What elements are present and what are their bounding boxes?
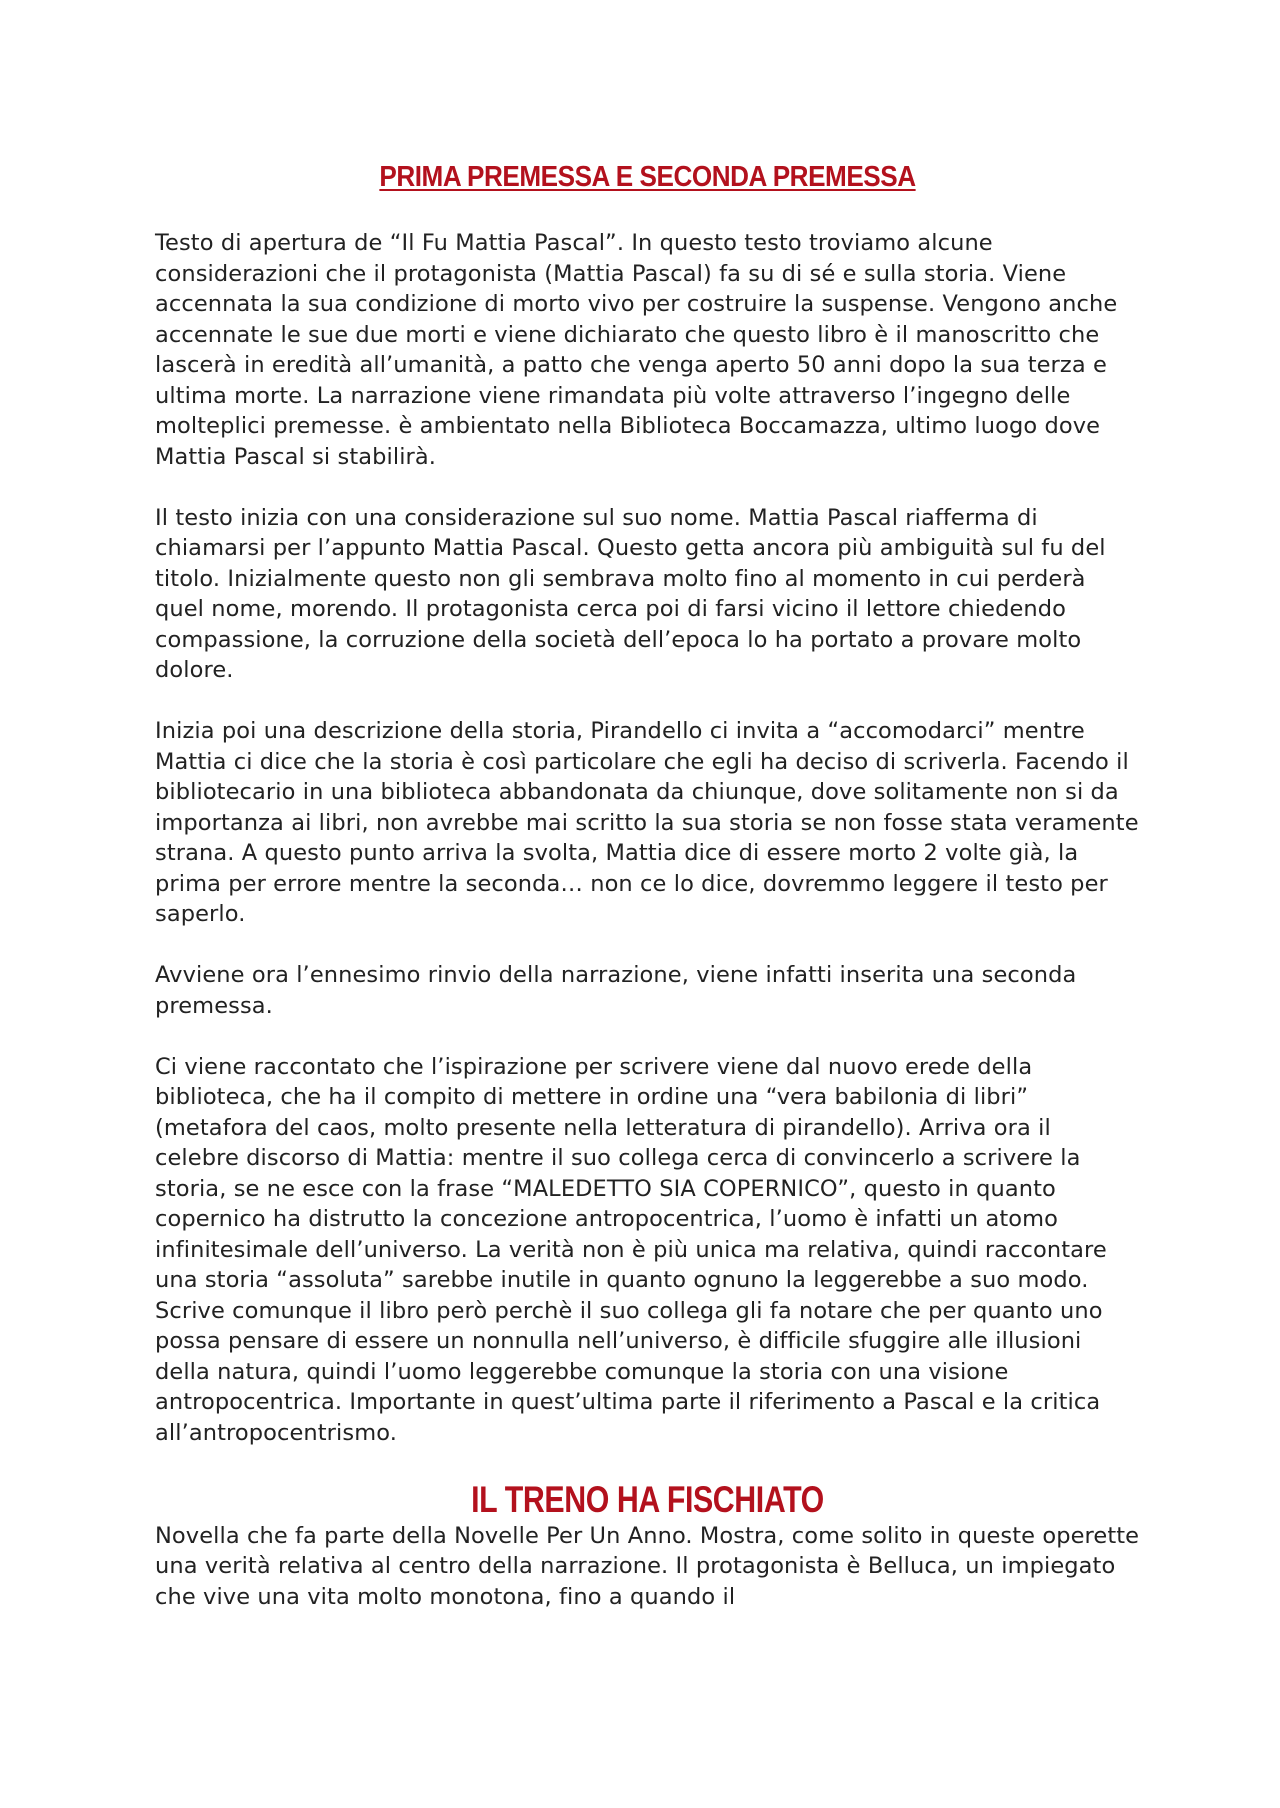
paragraph-description: Inizia poi una descrizione della storia, Pirandello ci invita a “accomodarci” mentre Mattia ci dice che la storia è così particolare che egli ha deciso di scriverla. Facendo il bibliotecario in una biblioteca abbandonata da chiunque, dove solitamente non si da importanza ai libri, non avrebbe mai scritto la sua storia se non fosse stata veramente strana. A questo punto arriva la svolta, Mattia dice di essere morto 2 volte già, la prima per errore mentre la seconda… non ce lo dice, dovremmo leggere il testo per saperlo. (155, 718, 1139, 927)
paragraph-intro: Testo di apertura de “Il Fu Mattia Pascal”. In questo testo troviamo alcune considerazioni che il protagonista (Mattia Pascal) fa su di sé e sulla storia. Viene accennata la sua condizione di morto vivo per costruire la suspense. Vengono anche accennate le sue due morti e viene dichiarato che questo libro è il manoscritto che lascerà in eredità all’umanità, a patto che venga aperto 50 anni dopo la sua terza e ultima morte. La narrazione viene rimandata più volte attraverso l’ingegno delle molteplici premesse. è ambientato nella Biblioteca Boccamazza, ultimo luogo dove Mattia Pascal si stabilirà. (155, 230, 1118, 470)
paragraph-novella: Novella che fa parte della Novelle Per Un Anno. Mostra, come solito in queste operette una verità relativa al centro della narrazione. Il protagonista è Belluca, un impiegato che vive una vita molto monotona, fino a quando il (155, 1522, 1140, 1610)
section-title-treno: IL TRENO HA FISCHIATO (471, 1478, 824, 1520)
paragraph-name: Il testo inizia con una considerazione sul suo nome. Mattia Pascal riafferma di chiamarsi per l’appunto Mattia Pascal. Questo getta ancora più ambiguità sul fu del titolo. Inizialmente questo non gli sembrava molto fino al momento in cui perderà quel nome, morendo. Il protagonista cerca poi di farsi vicino il lettore chiedendo compassione, la corruzione della società dell’epoca lo ha portato a provare molto dolore. (155, 504, 1106, 683)
paragraph-copernico: Ci viene raccontato che l’ispirazione per scrivere viene dal nuovo erede della biblioteca, che ha il compito di mettere in ordine una “vera babilonia di libri” (metafora del caos, molto presente nella letteratura di pirandello). Arriva ora il celebre discorso di Mattia: mentre il suo collega cerca di convincerlo a scrivere la storia, se ne esce con la frase “MALEDETTO SIA COPERNICO”, questo in quanto copernico ha distrutto la concezione antropocentrica, l’uomo è infatti un atomo infinitesimale dell’universo. La verità non è più unica ma relativa, quindi raccontare una storia “assoluta” sarebbe inutile in quanto ognuno la leggerebbe a suo modo. Scrive comunque il libro però perchè il suo collega gli fa notare che per quanto uno possa pensare di essere un nonnulla nell’universo, è difficile sfuggire alle illusioni della natura, quindi l’uomo leggerebbe comunque la storia con una visione antropocentrica. Importante in quest’ultima parte il riferimento a Pascal e la critica all’antropocentrismo. (155, 1053, 1107, 1446)
section-title-prima-premessa: PRIMA PREMESSA E SECONDA PREMESSA (379, 161, 916, 193)
document-content (155, 160, 1140, 1612)
paragraph-second-premise: Avviene ora l’ennesimo rinvio della narrazione, viene infatti inserita una seconda premessa. (155, 962, 1077, 1019)
